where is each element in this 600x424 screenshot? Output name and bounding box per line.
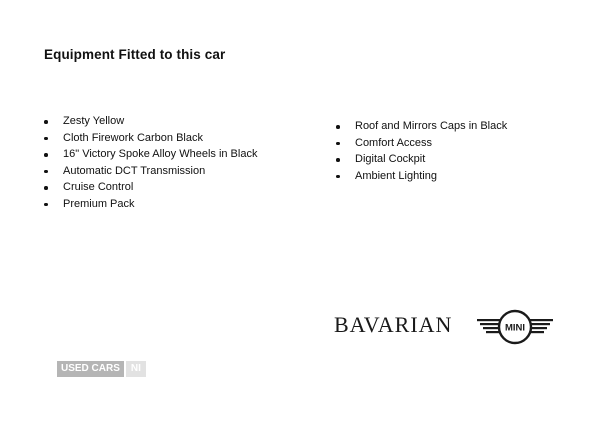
list-item-label: Cruise Control (63, 181, 134, 194)
used-cars-badge (57, 361, 146, 377)
list-item (44, 179, 257, 196)
list-item-label: 16" Victory Spoke Alloy Wheels in Black (63, 148, 258, 161)
list-item-label: Roof and Mirrors Caps in Black (355, 120, 508, 132)
list-item (44, 163, 257, 180)
bullet-icon (336, 158, 340, 162)
list-item (44, 113, 257, 130)
list-item-label: Comfort Access (355, 136, 433, 149)
equipment-list-left (44, 113, 257, 213)
list-item (336, 168, 507, 185)
bullet-icon (44, 153, 48, 157)
mini-logo-icon (477, 307, 553, 347)
bullet-icon (44, 186, 48, 190)
badge-sub-label: NI (126, 361, 146, 377)
mini-logo-text: MINI (504, 322, 526, 334)
list-item-label: Cloth Firework Carbon Black (63, 131, 203, 144)
list-item (336, 151, 507, 168)
bullet-icon (44, 170, 48, 174)
bullet-icon (336, 175, 340, 179)
list-item-label: Premium Pack (63, 197, 135, 210)
list-item (44, 130, 257, 147)
bullet-icon (336, 125, 340, 129)
bullet-icon (44, 120, 48, 124)
list-item (336, 118, 507, 135)
list-item-label: Automatic DCT Transmission (63, 164, 206, 177)
list-item (336, 135, 507, 152)
equipment-list-right (336, 118, 507, 184)
list-item-label: Ambient Lighting (355, 169, 437, 182)
bullet-icon (44, 203, 48, 207)
badge-main-label: USED CARS (57, 361, 124, 377)
list-item-label: Digital Cockpit (355, 153, 426, 166)
page-title: Equipment Fitted to this car (44, 47, 226, 62)
bullet-icon (44, 137, 48, 141)
list-item-label: Zesty Yellow (63, 115, 125, 127)
bullet-icon (336, 142, 340, 146)
dealer-name: BAVARIAN (334, 312, 453, 337)
list-item (44, 196, 257, 213)
list-item (44, 146, 257, 163)
